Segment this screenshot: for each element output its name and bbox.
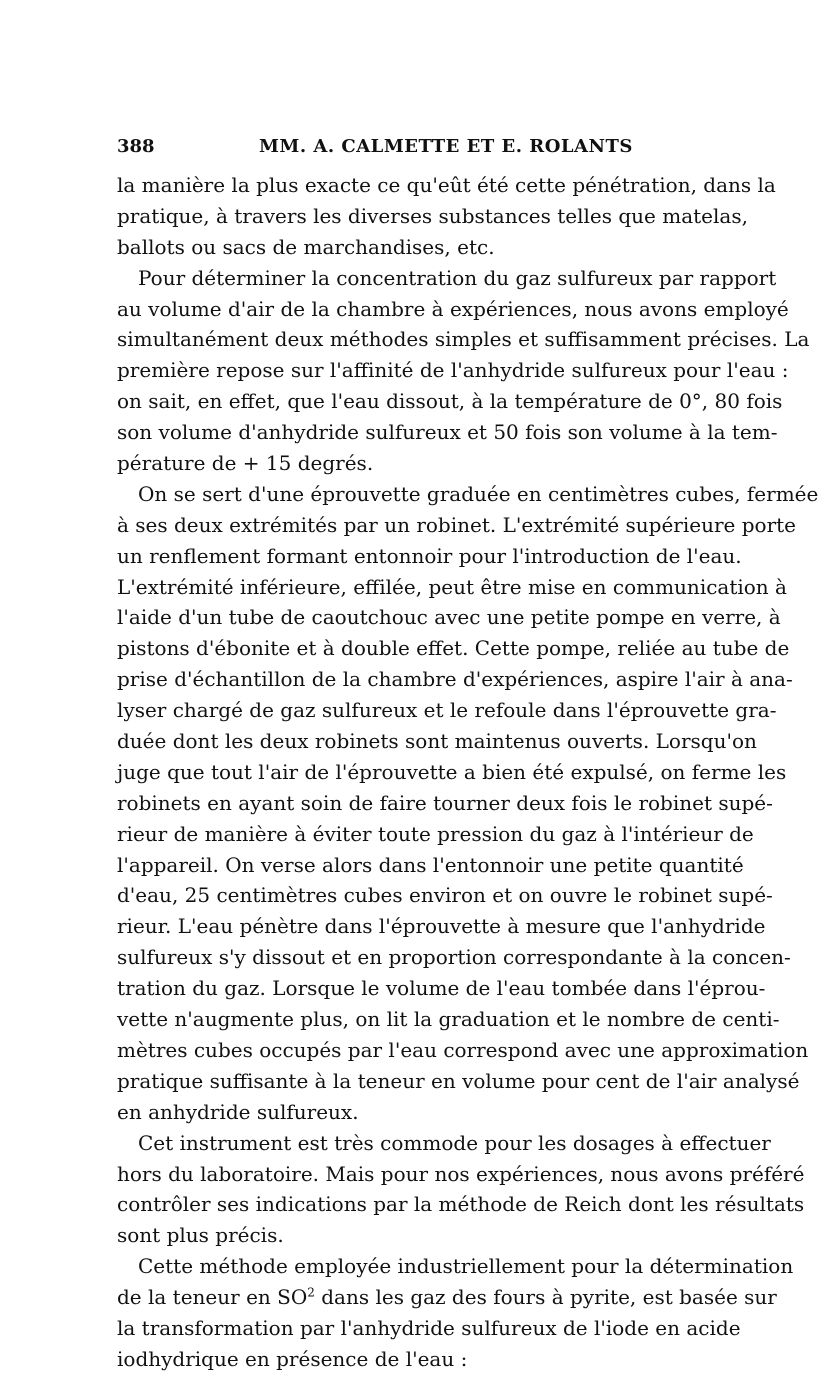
text-line: rieur de manière à éviter toute pression du gaz à l'intérieur de <box>117 821 754 846</box>
text-line: Pour déterminer la concentration du gaz sulfureux par rapport <box>138 265 777 290</box>
text-line: robinets en ayant soin de faire tourner deux fois le robinet supé- <box>117 790 773 815</box>
text-line: sulfureux s'y dissout et en proportion correspondante à la concen- <box>117 945 791 970</box>
text-line: hors du laboratoire. Mais pour nos expériences, nous avons préféré <box>117 1161 805 1186</box>
text-line: Cette méthode employée industriellement pour la détermination <box>138 1254 794 1279</box>
text-line: l'aide d'un tube de caoutchouc avec une petite pompe en verre, à <box>117 605 781 630</box>
text-line: la manière la plus exacte ce qu'eût été cette pénétration, dans la <box>117 173 776 197</box>
text-line-with-formula <box>117 1282 777 1313</box>
text-line: rieur. L'eau pénètre dans l'éprouvette à mesure que l'anhydride <box>117 914 766 939</box>
text-line: prise d'échantillon de la chambre d'expériences, aspire l'air à ana- <box>117 667 793 692</box>
text-line: à ses deux extrémités par un robinet. L'extrémité supérieure porte <box>117 512 797 537</box>
text-line: pistons d'ébonite et à double effet. Cette pompe, reliée au tube de <box>117 636 790 661</box>
text-line: d'eau, 25 centimètres cubes environ et on ouvre le robinet supé- <box>117 883 773 908</box>
text-line: tration du gaz. Lorsque le volume de l'eau tombée dans l'éprou- <box>117 976 766 1001</box>
text-line: vette n'augmente plus, on lit la graduation et le nombre de centi- <box>117 1007 780 1032</box>
running-title: MM. A. CALMETTE ET E. ROLANTS <box>259 136 633 157</box>
text-line: son volume d'anhydride sulfureux et 50 fois son volume à la tem- <box>117 420 778 445</box>
text-line: un renflement formant entonnoir pour l'introduction de l'eau. <box>117 543 742 568</box>
text-line: pratique, à travers les diverses substances telles que matelas, <box>117 203 748 228</box>
text-line: sont plus précis. <box>117 1223 284 1248</box>
text-line: ballots ou sacs de marchandises, etc. <box>117 234 495 259</box>
text-line: duée dont les deux robinets sont maintenus ouverts. Lorsqu'on <box>117 729 757 754</box>
text-segment: dans les gaz des fours à pyrite, est basée sur <box>314 1285 777 1310</box>
text-line: L'extrémité inférieure, effilée, peut être mise en communication à <box>117 574 787 599</box>
running-header <box>117 136 687 164</box>
text-line: lyser chargé de gaz sulfureux et le refoule dans l'éprouvette gra- <box>117 698 777 723</box>
text-line: simultanément deux méthodes simples et suffisamment précises. La <box>117 327 810 352</box>
text-line: première repose sur l'affinité de l'anhydride sulfureux pour l'eau : <box>117 358 789 383</box>
text-line: au volume d'air de la chambre à expériences, nous avons employé <box>117 296 789 321</box>
text-line: juge que tout l'air de l'éprouvette a bien été expulsé, on ferme les <box>117 759 787 784</box>
text-line: on sait, en effet, que l'eau dissout, à la température de 0°, 80 fois <box>117 389 783 414</box>
text-line: iodhydrique en présence de l'eau : <box>117 1346 468 1371</box>
text-line: contrôler ses indications par la méthode de Reich dont les résultats <box>117 1192 805 1217</box>
subscript-two: 2 <box>307 1285 315 1300</box>
page-number: 388 <box>117 136 155 157</box>
text-line: pérature de + 15 degrés. <box>117 451 374 476</box>
body-text <box>117 170 818 1375</box>
text-line: mètres cubes occupés par l'eau correspond avec une approximation <box>117 1037 809 1062</box>
text-line: l'appareil. On verse alors dans l'entonnoir une petite quantité <box>117 852 744 877</box>
text-line: en anhydride sulfureux. <box>117 1099 359 1124</box>
text-line: la transformation par l'anhydride sulfureux de l'iode en acide <box>117 1315 741 1340</box>
text-line: Cet instrument est très commode pour les dosages à effectuer <box>138 1130 771 1155</box>
text-line: pratique suffisante à la teneur en volume pour cent de l'air analysé <box>117 1068 800 1093</box>
text-line: On se sert d'une éprouvette graduée en centimètres cubes, fermée <box>138 481 818 506</box>
text-segment: de la teneur en SO <box>117 1285 308 1310</box>
